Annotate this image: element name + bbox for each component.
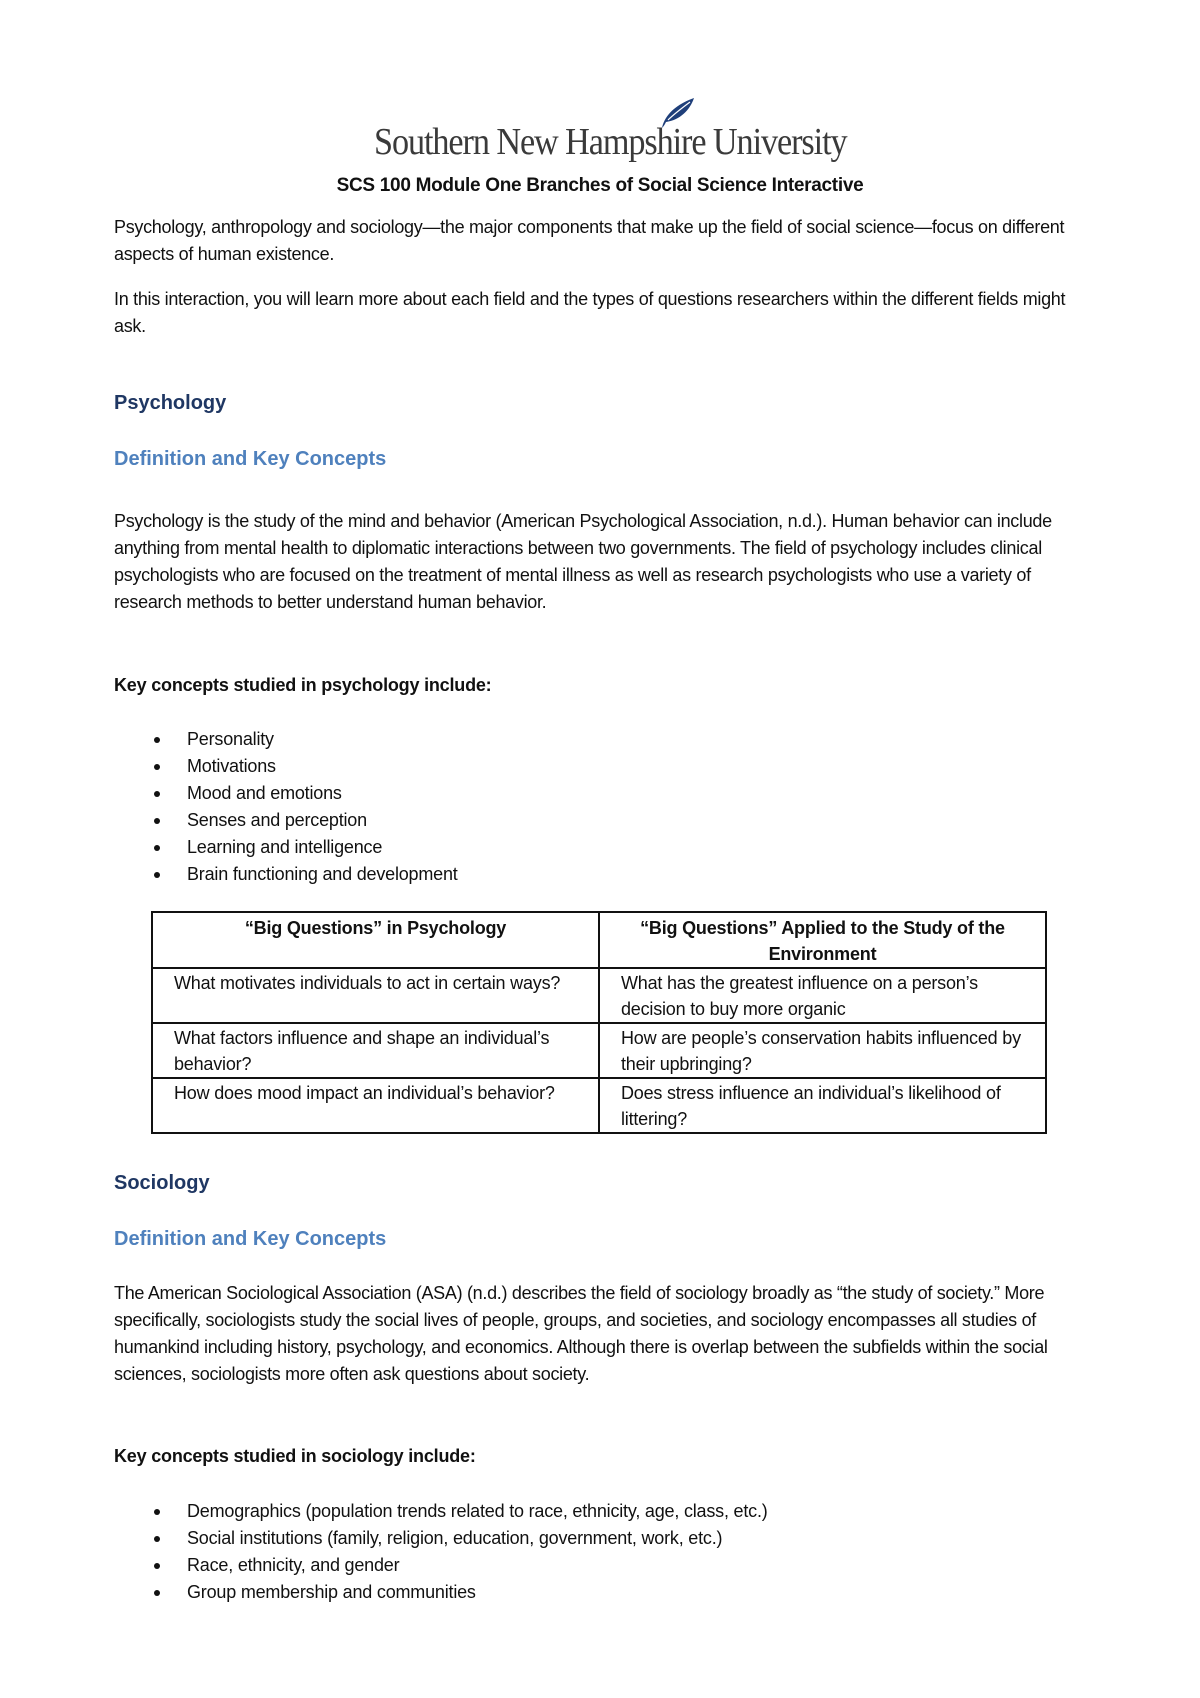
table-cell: What motivates individuals to act in certain ways? [152,968,599,1023]
table-header-psychology: “Big Questions” in Psychology [152,912,599,968]
sociology-definition: The American Sociological Association (ASA) (n.d.) describes the field of sociology broadly as “the study of society.” More specifically, sociologists study the social lives of people, groups, and societies, and sociology encompasses all studies of humankind including history, psychology, and economics. Although there is overlap between the subfields within the social sciences, sociologists more often ask questions about society. [114,1283,1048,1384]
sociology-key-concepts-heading: Key concepts studied in sociology include: [114,1446,476,1466]
table-cell: What has the greatest influence on a person’s decision to buy more organic [599,968,1046,1023]
list-item: Brain functioning and development [150,861,458,888]
logo-wordmark: Southern New Hampshire University [374,121,847,163]
table-header-row [152,912,1046,968]
list-item: Group membership and communities [150,1579,768,1606]
bullet-icon [154,872,160,878]
sociology-heading: Sociology [114,1172,210,1194]
list-item: Race, ethnicity, and gender [150,1552,768,1579]
psychology-definition: Psychology is the study of the mind and behavior (American Psychological Association, n.d.). Human behavior can include anything from mental health to diplomatic interactions between two governments. The field of psychology includes clinical psychologists who are focused on the treatment of mental illness as well as research psychologists who use a variety of research methods to better understand human behavior. [114,511,1052,612]
table-row [152,968,1046,1023]
list-item: Social institutions (family, religion, education, government, work, etc.) [150,1525,768,1552]
sociology-subheading: Definition and Key Concepts [114,1228,387,1250]
table-cell: What factors influence and shape an individual’s behavior? [152,1023,599,1078]
table-cell: How are people’s conservation habits influenced by their upbringing? [599,1023,1046,1078]
bullet-icon [154,1590,160,1596]
list-item: Demographics (population trends related to race, ethnicity, age, class, etc.) [150,1498,768,1525]
psychology-subheading: Definition and Key Concepts [114,448,387,470]
bullet-icon [154,818,160,824]
bullet-icon [154,764,160,770]
bullet-icon [154,1509,160,1515]
big-questions-table [151,911,1047,1134]
list-item: Motivations [150,753,458,780]
list-item: Learning and intelligence [150,834,458,861]
document-title: SCS 100 Module One Branches of Social Science Interactive [336,175,864,196]
bullet-icon [154,791,160,797]
bullet-icon [154,737,160,743]
psychology-heading: Psychology [114,392,227,414]
table-cell: How does mood impact an individual’s behavior? [152,1078,599,1133]
table-cell: Does stress influence an individual’s likelihood of littering? [599,1078,1046,1133]
psychology-key-concepts-heading: Key concepts studied in psychology include: [114,675,492,695]
table-row [152,1023,1046,1078]
bullet-icon [154,845,160,851]
intro-paragraph-1: Psychology, anthropology and sociology—the major components that make up the field of social science—focus on different aspects of human existence. [114,217,1065,264]
sociology-key-concepts-list [150,1498,768,1606]
psychology-key-concepts-list [150,726,458,888]
table-header-environment: “Big Questions” Applied to the Study of the Environment [599,912,1046,968]
table-row [152,1078,1046,1133]
university-logo [374,96,847,166]
bullet-icon [154,1536,160,1542]
intro-paragraph-2: In this interaction, you will learn more about each field and the types of questions researchers within the different fields might ask. [114,289,1066,336]
bullet-icon [154,1563,160,1569]
list-item: Senses and perception [150,807,458,834]
list-item: Mood and emotions [150,780,458,807]
list-item: Personality [150,726,458,753]
